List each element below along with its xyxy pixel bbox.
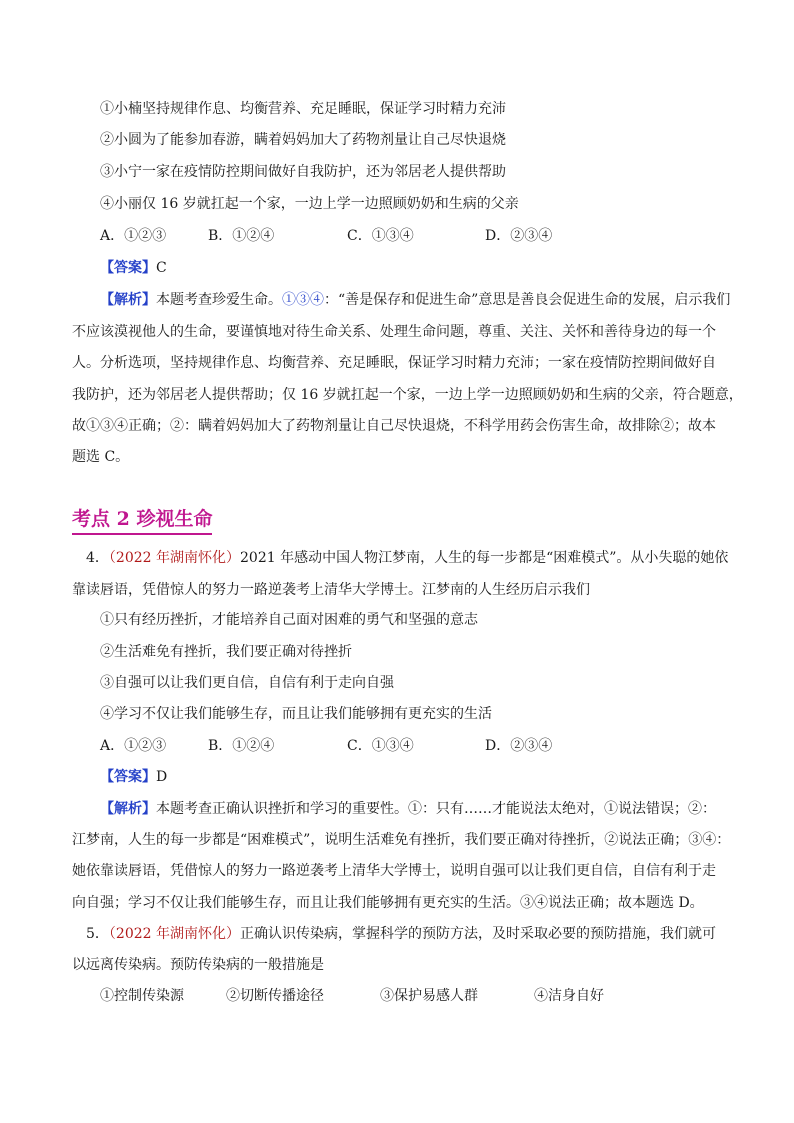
q3-answer <box>100 258 167 278</box>
q5-item-4: ④洁身自好 <box>534 988 604 1004</box>
q4-item-1: ①只有经历挫折，才能培养自己面对困难的勇气和坚强的意志 <box>100 612 478 628</box>
q4-option-d: D．②③④ <box>485 738 553 754</box>
q4-answer-label: 【答案】 <box>100 769 156 785</box>
q3-option-d: D．②③④ <box>485 228 553 244</box>
q3-analysis-tag: ①③④ <box>282 292 324 308</box>
q3-analysis-line-4: 我防护，还为邻居老人提供帮助；仅 16 岁就扛起一个家，一边上学一边照顾奶奶和生病的父亲，符合题意， <box>72 387 743 403</box>
q3-option-c: C．①③④ <box>347 228 414 244</box>
q3-analysis-lead: 本题考查珍爱生命。 <box>156 292 282 308</box>
q3-analysis-line-1 <box>100 290 730 310</box>
q4-answer <box>100 767 167 787</box>
q5-stem-line-2: 以远离传染病。预防传染病的一般措施是 <box>72 957 324 973</box>
q5-stem-text: 正确认识传染病，掌握科学的预防方法，及时采取必要的预防措施，我们就可 <box>240 926 717 942</box>
q4-option-c: C．①③④ <box>347 738 414 754</box>
q4-analysis-line-1 <box>100 799 716 819</box>
q4-answer-value: D <box>156 769 168 785</box>
q4-item-4: ④学习不仅让我们能够生存，而且让我们能够拥有更充实的生活 <box>100 706 492 722</box>
q5-item-2: ②切断传播途径 <box>226 988 324 1004</box>
q3-analysis-line-2: 不应该漠视他人的生命，要谨慎地对待生命关系、处理生命问题，尊重、关注、关怀和善待身边的每一个 <box>72 324 716 340</box>
q3-analysis-text: ：“善是保存和促进生命”意思是善良会促进生命的发展，启示我们 <box>324 292 731 308</box>
q4-stem-line-1 <box>86 548 728 568</box>
q3-answer-value: C <box>156 260 167 276</box>
section-heading: 考点 2 珍视生命 <box>72 506 212 535</box>
q5-item-1: ①控制传染源 <box>100 988 184 1004</box>
q4-option-b: B．①②④ <box>208 738 275 754</box>
q4-analysis-line-4: 向自强；学习不仅让我们能够生存，而且让我们能够拥有更充实的生活。③④说法正确；故本题选 D。 <box>72 895 704 911</box>
q3-item-4: ④小丽仅 16 岁就扛起一个家，一边上学一边照顾奶奶和生病的父亲 <box>100 196 519 212</box>
q3-item-1: ①小楠坚持规律作息、均衡营养、充足睡眠，保证学习时精力充沛 <box>100 101 506 117</box>
q3-option-b: B．①②④ <box>208 228 275 244</box>
q4-item-2: ②生活难免有挫折，我们要正确对待挫折 <box>100 644 352 660</box>
q3-analysis-line-3: 人。分析选项，坚持规律作息、均衡营养、充足睡眠，保证学习时精力充沛；一家在疫情防控期间做好自 <box>72 355 716 371</box>
q5-source: （2022 年湖南怀化） <box>108 926 241 942</box>
q3-item-2: ②小圆为了能参加春游，瞒着妈妈加大了药物剂量让自己尽快退烧 <box>100 132 506 148</box>
q4-analysis-line-3: 她依靠读唇语，凭借惊人的努力一路逆袭考上清华大学博士，说明自强可以让我们更自信，自信有利于走 <box>72 863 716 879</box>
q4-analysis-line-2: 江梦南，人生的每一步都是“困难模式”，说明生活难免有挫折，我们要正确对待挫折，②说法正确；③④： <box>72 832 731 848</box>
q3-item-3: ③小宁一家在疫情防控期间做好自我防护，还为邻居老人提供帮助 <box>100 164 506 180</box>
q4-stem-line-2: 靠读唇语，凭借惊人的努力一路逆袭考上清华大学博士。江梦南的人生经历启示我们 <box>72 582 590 598</box>
q4-number: 4． <box>86 550 109 566</box>
q4-option-a: A．①②③ <box>100 738 167 754</box>
q3-analysis-line-6: 题选 C。 <box>72 449 130 465</box>
q4-stem-text: 2021 年感动中国人物江梦南，人生的每一步都是“困难模式”。从小失聪的她依 <box>240 550 729 566</box>
q3-analysis-label: 【解析】 <box>100 292 156 308</box>
q4-source: （2022 年湖南怀化） <box>108 550 241 566</box>
q5-number: 5． <box>86 926 109 942</box>
q4-analysis-label: 【解析】 <box>100 801 156 817</box>
q4-item-3: ③自强可以让我们更自信，自信有利于走向自强 <box>100 675 394 691</box>
q5-stem-line-1 <box>86 924 716 944</box>
q3-answer-label: 【答案】 <box>100 260 156 276</box>
q3-analysis-line-5: 故①③④正确；②：瞒着妈妈加大了药物剂量让自己尽快退烧，不科学用药会伤害生命，故排除②；故本 <box>72 418 716 434</box>
q3-option-a: A．①②③ <box>100 228 167 244</box>
q5-item-3: ③保护易感人群 <box>380 988 478 1004</box>
q4-analysis-text: 本题考查正确认识挫折和学习的重要性。①：只有……才能说法太绝对，①说法错误；②： <box>156 801 716 817</box>
